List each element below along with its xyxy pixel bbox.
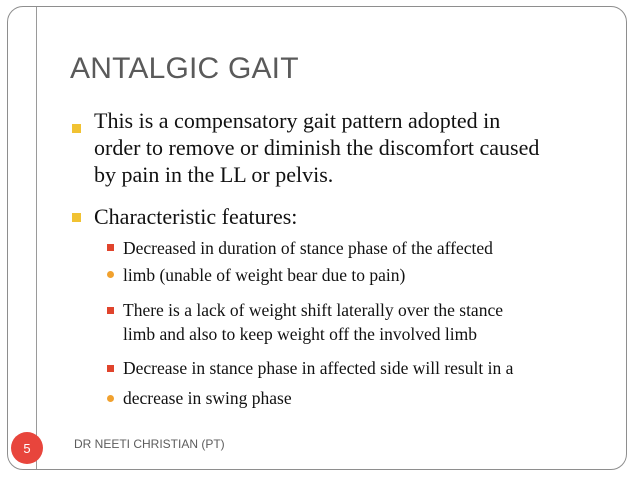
sub-bullet-circle-marker bbox=[107, 271, 114, 278]
sub-bullet-1 bbox=[123, 236, 493, 260]
sub-bullet-square-marker bbox=[107, 244, 114, 251]
sub-bullet-5-line-1: decrease in swing phase bbox=[123, 388, 292, 408]
bullet-1 bbox=[94, 107, 539, 188]
sub-bullet-3-line-2: limb and also to keep weight off the involved limb bbox=[123, 324, 477, 344]
bullet-1-line-1: This is a compensatory gait pattern adopted in bbox=[94, 108, 501, 133]
sub-bullet-5 bbox=[123, 386, 292, 410]
sub-bullet-1-line-1: Decreased in duration of stance phase of the affected bbox=[123, 238, 493, 258]
sub-bullet-3 bbox=[123, 298, 503, 346]
sub-bullet-square-marker bbox=[107, 307, 114, 314]
sub-bullet-3-line-1: There is a lack of weight shift laterally over the stance bbox=[123, 300, 503, 320]
sub-bullet-4-line-1: Decrease in stance phase in affected side will result in a bbox=[123, 358, 514, 378]
bullet-marker bbox=[72, 213, 81, 222]
bullet-1-line-3: by pain in the LL or pelvis. bbox=[94, 162, 334, 187]
bullet-1-line-2: order to remove or diminish the discomfort caused bbox=[94, 135, 540, 160]
bullet-2 bbox=[94, 203, 297, 230]
sub-bullet-2 bbox=[123, 263, 405, 287]
sub-bullet-circle-marker bbox=[107, 395, 114, 402]
sub-bullet-4 bbox=[123, 356, 513, 380]
slide-title: ANTALGIC GAIT bbox=[70, 52, 299, 85]
sub-bullet-2-line-1: limb (unable of weight bear due to pain) bbox=[123, 265, 406, 285]
bullet-2-line-1: Characteristic features: bbox=[94, 204, 298, 229]
page-number-badge: 5 bbox=[11, 432, 43, 464]
bullet-marker bbox=[72, 124, 81, 133]
sub-bullet-square-marker bbox=[107, 365, 114, 372]
slide-footer: DR NEETI CHRISTIAN (PT) bbox=[74, 437, 225, 451]
